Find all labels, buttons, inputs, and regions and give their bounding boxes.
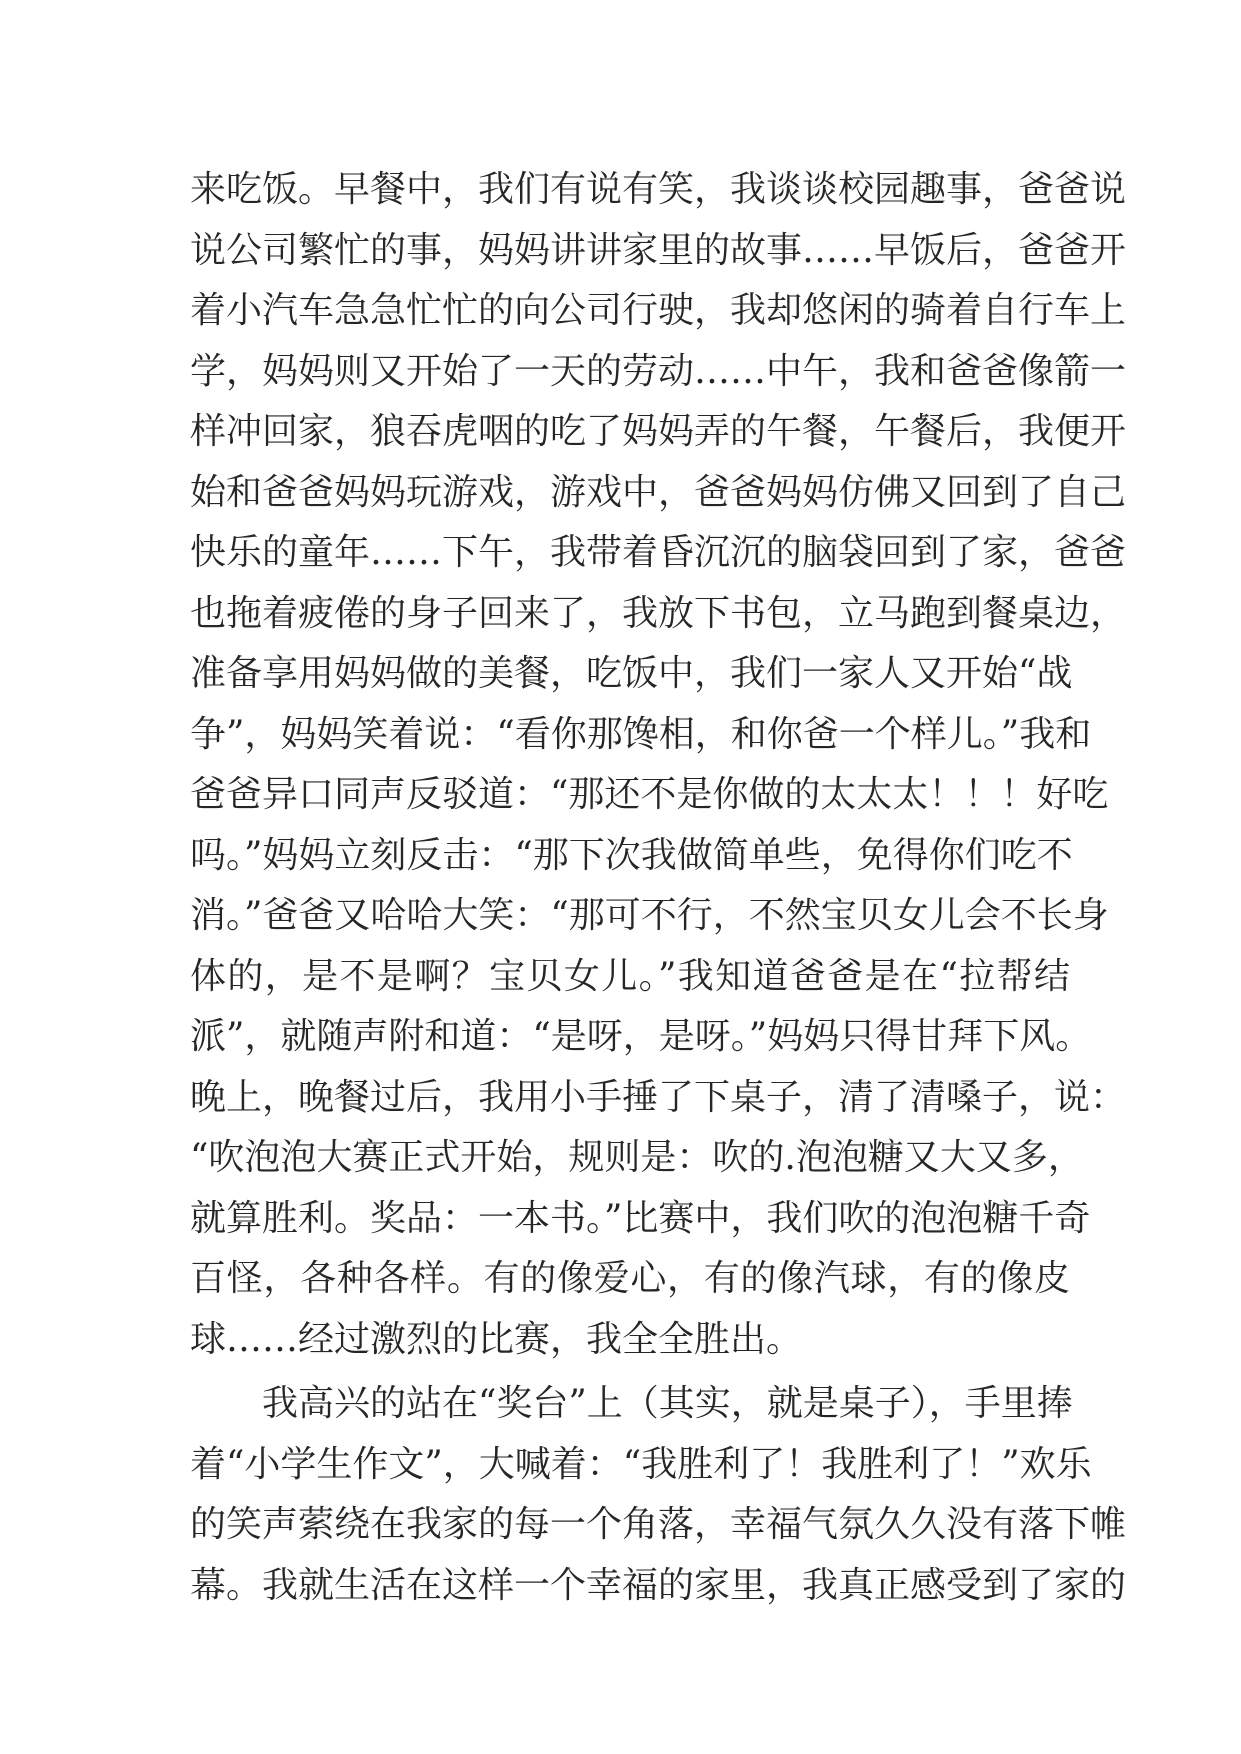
text-line: 派”，就随声附和道：“是呀，是呀。”妈妈只得甘拜下风。 bbox=[190, 1016, 1092, 1057]
text-line: 幕。我就生活在这样一个幸福的家里，我真正感受到了家的 bbox=[190, 1564, 1127, 1606]
text-line: 准备享用妈妈做的美餐，吃饭中，我们一家人又开始“战 bbox=[190, 653, 1073, 694]
paragraph bbox=[190, 160, 1127, 1370]
text-line: 球……经过激烈的比赛，我全全胜出。 bbox=[190, 1318, 803, 1360]
essay-body bbox=[190, 160, 1127, 1616]
text-line: 争”，妈妈笑着说：“看你那馋相，和你爸一个样儿。”我和 bbox=[190, 713, 1092, 755]
text-line: 晚上，晚餐过后，我用小手捶了下桌子，清了清嗓子，说： bbox=[190, 1076, 1127, 1118]
text-line: 学，妈妈则又开始了一天的劳动……中午，我和爸爸像箭一 bbox=[190, 350, 1127, 392]
text-line: 着小汽车急急忙忙的向公司行驶，我却悠闲的骑着自行车上 bbox=[190, 290, 1127, 331]
text-line: 吗。”妈妈立刻反击：“那下次我做简单些，免得你们吃不 bbox=[190, 834, 1073, 876]
text-line: 的笑声萦绕在我家的每一个角落，幸福气氛久久没有落下帷 bbox=[190, 1504, 1127, 1545]
text-line: 百怪，各种各样。有的像爱心，有的像汽球，有的像皮 bbox=[190, 1258, 1070, 1299]
text-line: 我高兴的站在“奖台”上（其实，就是桌子），手里捧 bbox=[262, 1383, 1073, 1424]
text-line: 来吃饭。早餐中，我们有说有笑，我谈谈校园趣事，爸爸说 bbox=[190, 169, 1127, 210]
text-line: 就算胜利。奖品：一本书。”比赛中，我们吹的泡泡糖千奇 bbox=[190, 1197, 1091, 1239]
text-line: 样冲回家，狼吞虎咽的吃了妈妈弄的午餐，午餐后，我便开 bbox=[190, 411, 1127, 452]
text-line: 爸爸异口同声反驳道：“那还不是你做的太太太！！！好吃 bbox=[190, 774, 1109, 815]
text-line: 消。”爸爸又哈哈大笑：“那可不行，不然宝贝女儿会不长身 bbox=[190, 895, 1109, 936]
text-line: 说公司繁忙的事，妈妈讲讲家里的故事……早饭后，爸爸开 bbox=[190, 229, 1127, 271]
text-line: 体的，是不是啊？宝贝女儿。”我知道爸爸是在“拉帮结 bbox=[190, 955, 1070, 997]
text-line: “吹泡泡大赛正式开始，规则是：吹的.泡泡糖又大又多， bbox=[190, 1137, 1084, 1178]
text-line: 也拖着疲倦的身子回来了，我放下书包，立马跑到餐桌边， bbox=[190, 592, 1127, 634]
text-line: 着“小学生作文”，大喊着：“我胜利了！我胜利了！”欢乐 bbox=[190, 1443, 1092, 1485]
text-line: 始和爸爸妈妈玩游戏，游戏中，爸爸妈妈仿佛又回到了自己 bbox=[190, 471, 1127, 513]
paragraph bbox=[190, 1374, 1127, 1616]
text-line: 快乐的童年……下午，我带着昏沉沉的脑袋回到了家，爸爸 bbox=[190, 532, 1127, 573]
